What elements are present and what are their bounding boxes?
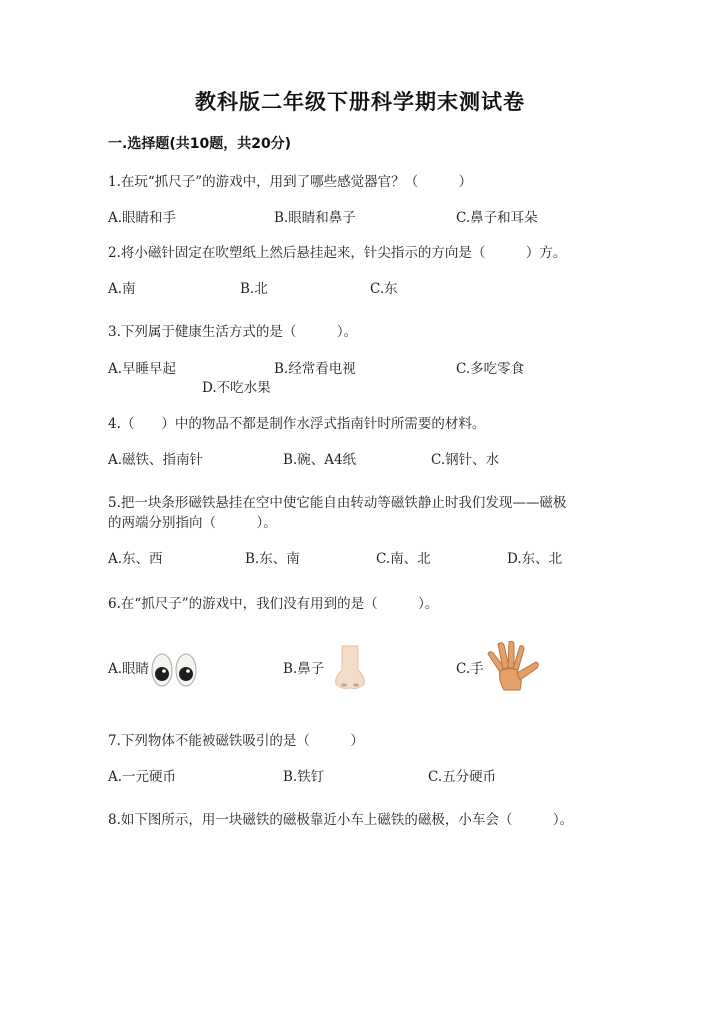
question-6-option-b[interactable]: B.鼻子: [283, 661, 325, 677]
question-2-stem: 2.将小磁针固定在吹塑纸上然后悬挂起来，针尖指示的方向是（ ）方。: [108, 245, 567, 261]
nose-icon: [330, 644, 370, 696]
question-7-option-a[interactable]: A.一元硬币: [108, 769, 177, 785]
hand-icon: [484, 640, 542, 696]
eyes-icon: [150, 650, 198, 694]
question-3-option-d[interactable]: D.不吃水果: [202, 380, 271, 396]
question-3-option-a[interactable]: A.早睡早起: [108, 361, 177, 377]
question-2-option-c[interactable]: C.东: [370, 281, 398, 297]
question-5-option-c[interactable]: C.南、北: [376, 551, 431, 567]
question-3-option-b[interactable]: B.经常看电视: [274, 361, 356, 377]
question-4-option-c[interactable]: C.钢针、水: [431, 452, 500, 468]
question-5-option-a[interactable]: A.东、西: [108, 551, 163, 567]
question-4-option-b[interactable]: B.碗、A4纸: [283, 452, 357, 468]
question-5-stem-continued: 的两端分别指向（ ）。: [108, 515, 277, 531]
question-1-stem: 1.在玩“抓尺子”的游戏中，用到了哪些感觉器官？（ ）: [108, 174, 473, 190]
question-3-stem: 3.下列属于健康生活方式的是（ ）。: [108, 324, 358, 340]
question-5-option-d[interactable]: D.东、北: [507, 551, 563, 567]
question-1-option-c[interactable]: C.鼻子和耳朵: [456, 210, 538, 226]
question-6-option-a[interactable]: A.眼睛: [108, 661, 150, 677]
section-heading: 一.选择题(共10题，共20分): [108, 136, 292, 152]
question-7-option-b[interactable]: B.铁钉: [283, 769, 325, 785]
question-7-stem: 7.下列物体不能被磁铁吸引的是（ ）: [108, 733, 364, 749]
question-7-option-c[interactable]: C.五分硬币: [428, 769, 497, 785]
question-5-option-b[interactable]: B.东、南: [245, 551, 300, 567]
question-1-option-b[interactable]: B.眼睛和鼻子: [274, 210, 356, 226]
question-2-option-a[interactable]: A.南: [108, 281, 136, 297]
question-4-stem: 4.（ ）中的物品不都是制作水浮式指南针时所需要的材料。: [108, 416, 486, 432]
question-6-stem: 6.在“抓尺子”的游戏中，我们没有用到的是（ ）。: [108, 596, 439, 612]
question-2-option-b[interactable]: B.北: [240, 281, 268, 297]
question-4-option-a[interactable]: A.磁铁、指南针: [108, 452, 204, 468]
question-6-option-c[interactable]: C.手: [456, 661, 484, 677]
question-8-stem: 8.如下图所示，用一块磁铁的磁极靠近小车上磁铁的磁极，小车会（ ）。: [108, 812, 574, 828]
question-5-stem: 5.把一块条形磁铁悬挂在空中使它能自由转动等磁铁静止时我们发现——磁极: [108, 495, 567, 511]
question-1-option-a[interactable]: A.眼睛和手: [108, 210, 177, 226]
question-3-option-c[interactable]: C.多吃零食: [456, 361, 525, 377]
page-title: 教科版二年级下册科学期末测试卷: [195, 90, 525, 114]
